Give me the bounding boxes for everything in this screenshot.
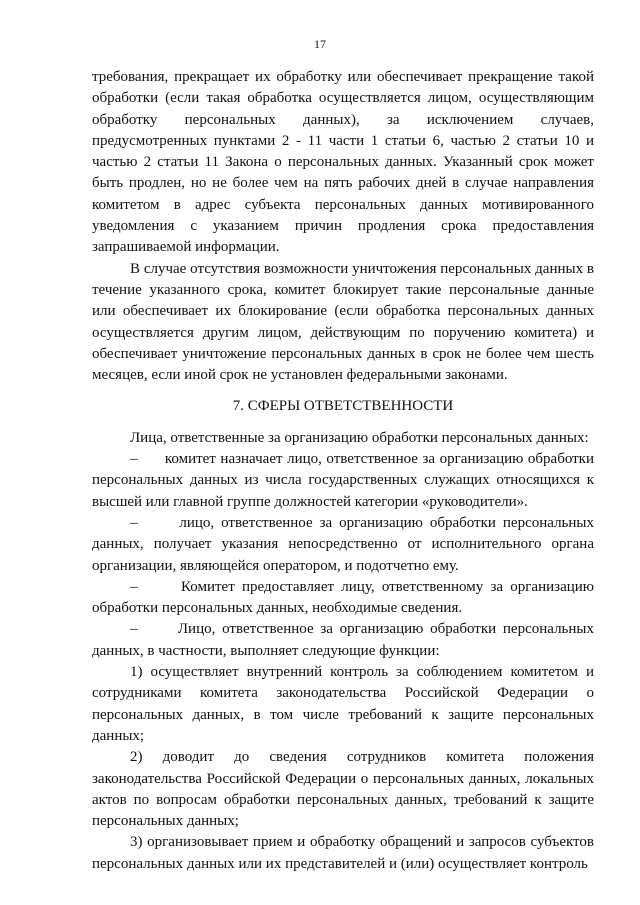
page-number: 17: [314, 37, 326, 51]
list-item: – лицо, ответственное за организацию обработки персональных данных, получает указания непосредственно от исполнительного органа организации, являющейся оператором, и подотчетно ему.: [92, 514, 594, 574]
document-body: [92, 67, 594, 875]
paragraphs-after-section: [92, 428, 594, 875]
list-item: – комитет назначает лицо, ответственное за организацию обработки персональных данных из числа государственных служащих относящихся к высшей или главной группе должностей категории «руководители».: [92, 451, 594, 510]
paragraph: Лица, ответственные за организацию обработки персональных данных:: [130, 429, 589, 446]
paragraph: требования, прекращает их обработку или обеспечивает прекращение такой обработки (если такая обработка осуществляется лицом, осуществляющим обработку персональных данных), за исключением случаев, предусмотренных пунктами 2 - 11 части 1 статьи 6, частью 2 статьи 10 и частью 2 статьи 11 Закона о персональных данных. Указанный срок может быть продлен, но не более чем на пять рабочих дней в случае направления комитетом в адрес субъекта персональных данных мотивированного уведомления с указанием причин продления срока предоставления запрашиваемой информации.: [92, 69, 594, 256]
paragraph: В случае отсутствия возможности уничтожения персональных данных в течение указанного срока, комитет блокирует такие персональные данные или обеспечивает их блокирование (если обработка персональных данных осуществляется другим лицом, действующим по поручению комитета) и обеспечивает уничтожение персональных данных в срок не более чем шесть месяцев, если иной срок не установлен федеральными законами.: [92, 260, 594, 384]
list-item: – Комитет предоставляет лицу, ответственному за организацию обработки персональных данных, необходимые сведения.: [92, 578, 594, 617]
list-item: – Лицо, ответственное за организацию обработки персональных данных, в частности, выполняет следующие функции:: [92, 621, 594, 659]
paragraph: 3) организовывает прием и обработку обращений и запросов субъектов персональных данных или их представителей и (или) осуществляет контроль: [92, 834, 594, 872]
section-title: 7. СФЕРЫ ОТВЕТСТВЕННОСТИ: [232, 398, 454, 415]
paragraph: 2) доводит до сведения сотрудников комитета положения законодательства Российской Федерации о персональных данных, локальных актов по вопросам обработки персональных данных, требований к защите персональных данных;: [92, 749, 594, 830]
paragraph: 1) осуществляет внутренний контроль за соблюдением комитетом и сотрудниками комитета законодательства Российской Федерации о персональных данных, в том числе требований к защите персональных данных;: [92, 664, 594, 744]
paragraphs-before-section: [92, 67, 594, 386]
